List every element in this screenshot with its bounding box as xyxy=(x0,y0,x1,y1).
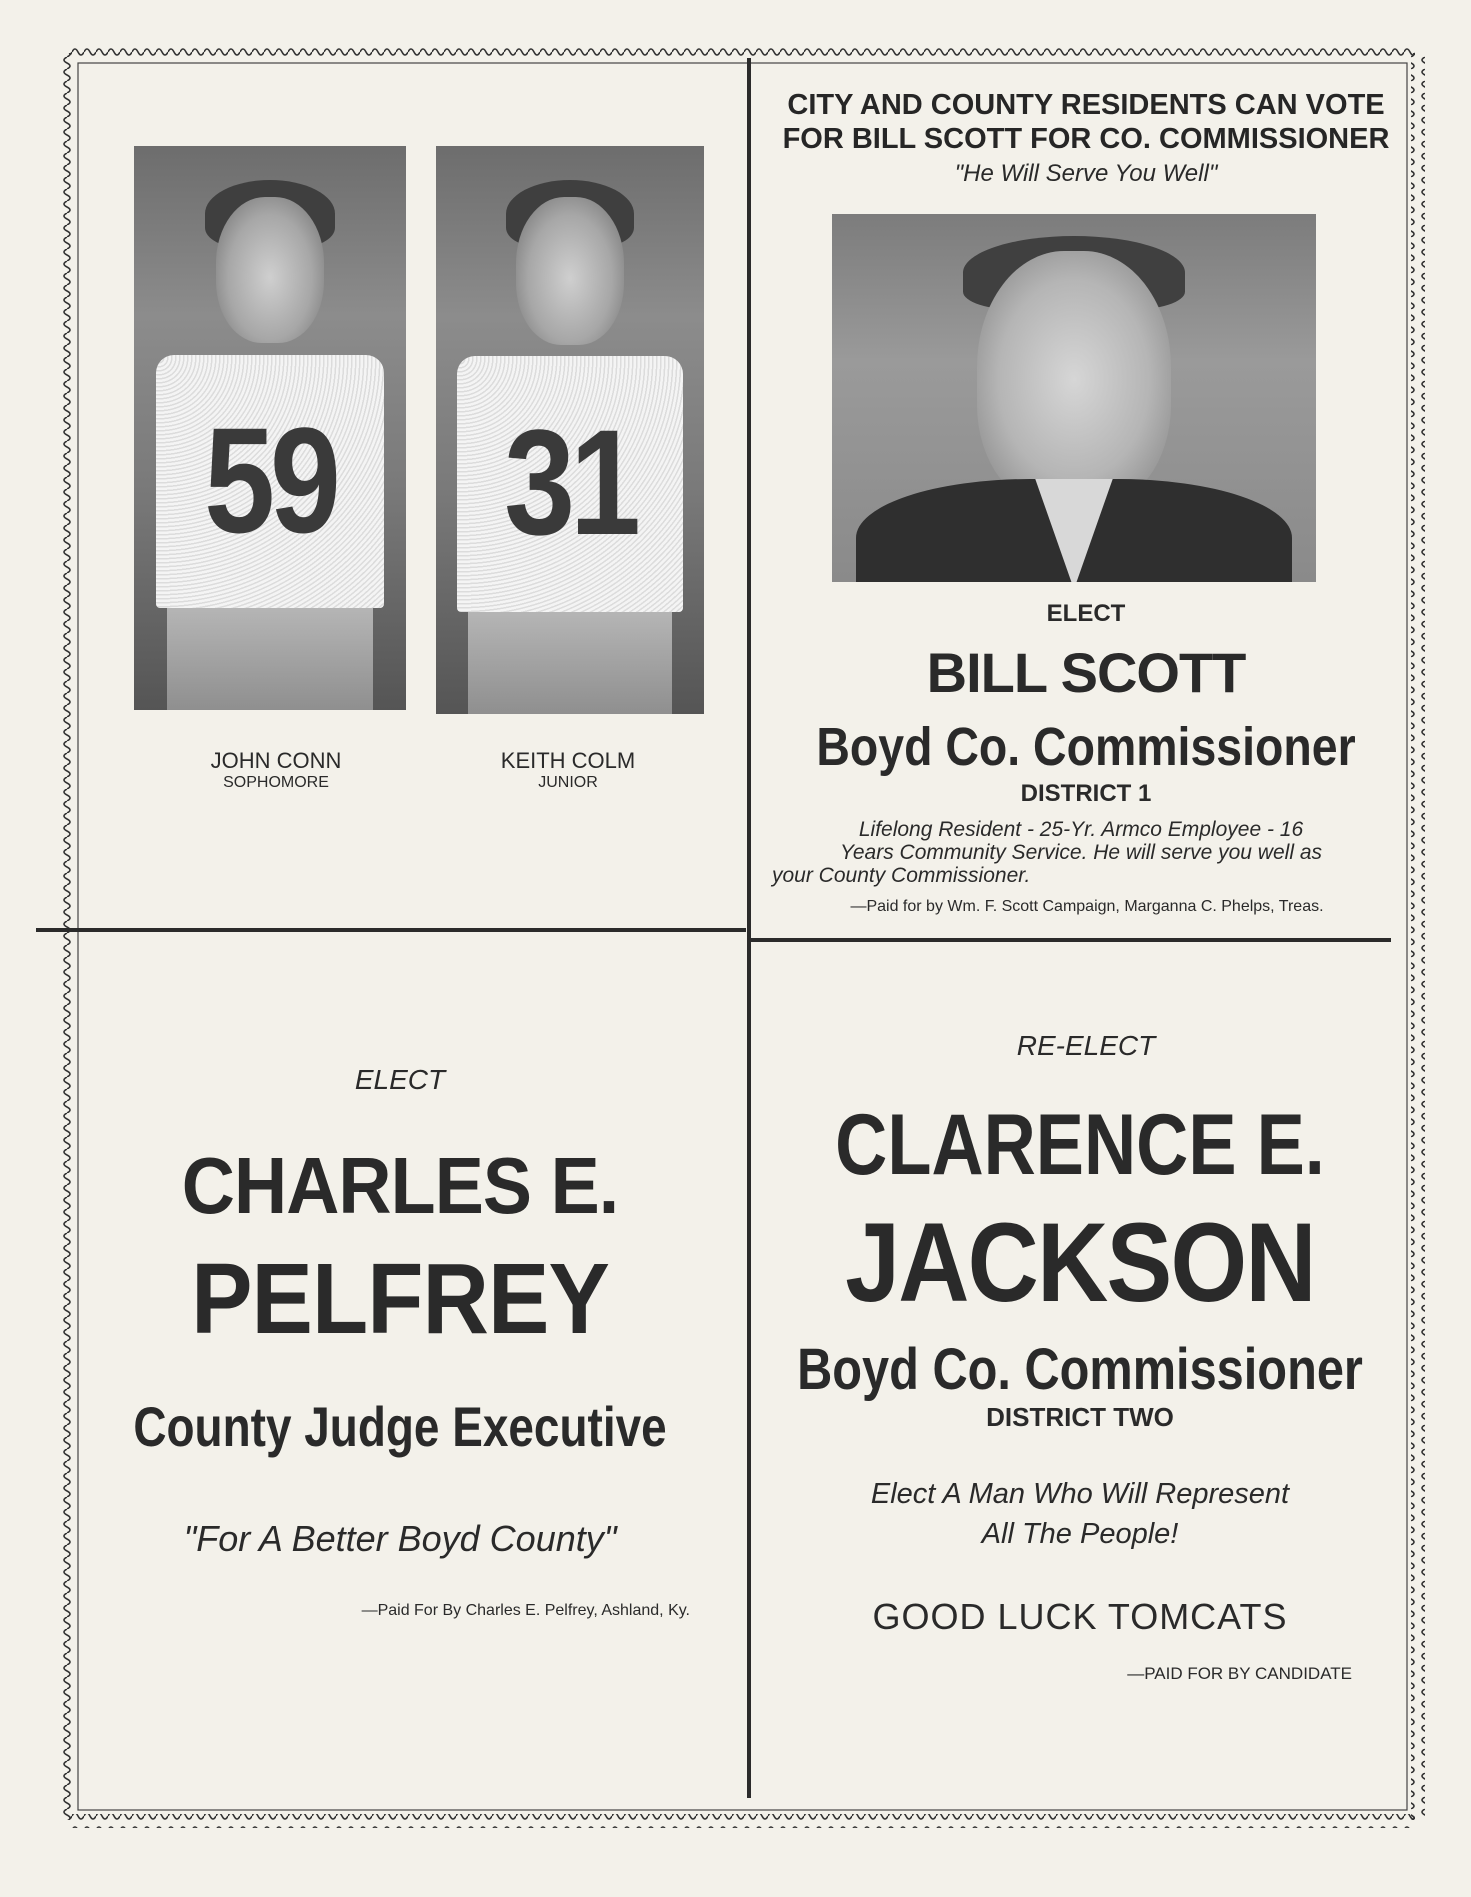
jersey-number-1: 59 xyxy=(204,396,336,565)
scott-header-line-2: FOR BILL SCOTT FOR CO. COMMISSIONER xyxy=(782,123,1390,155)
scott-bio-line-3: your County Commissioner. xyxy=(772,864,1031,887)
player-year-1: SOPHOMORE xyxy=(223,774,329,791)
jackson-name-line-2: JACKSON xyxy=(845,1200,1315,1325)
scott-paid-by: —Paid for by Wm. F. Scott Campaign, Marganna C. Phelps, Treas. xyxy=(850,898,1324,915)
horizontal-divider-left xyxy=(36,928,746,932)
jackson-district: DISTRICT TWO xyxy=(986,1402,1174,1432)
pelfrey-paid-by: —Paid For By Charles E. Pelfrey, Ashland, Ky. xyxy=(361,1602,690,1619)
player-name-1: JOHN CONN xyxy=(210,748,342,773)
jackson-name-line-1: CLARENCE E. xyxy=(835,1097,1325,1193)
jackson-slogan-line-2: All The People! xyxy=(981,1518,1179,1550)
player-photo-2 xyxy=(436,146,704,714)
horizontal-divider-right xyxy=(751,938,1391,942)
scott-header-line-1: CITY AND COUNTY RESIDENTS CAN VOTE xyxy=(787,89,1385,121)
jackson-slogan-line-1: Elect A Man Who Will Represent xyxy=(870,1478,1290,1510)
scott-elect: ELECT xyxy=(1046,600,1126,627)
pelfrey-slogan: "For A Better Boyd County" xyxy=(183,1518,617,1559)
pelfrey-name-line-2: PELFREY xyxy=(191,1243,609,1355)
pelfrey-elect: ELECT xyxy=(354,1064,446,1095)
jackson-reelect: RE-ELECT xyxy=(1016,1030,1156,1061)
scott-bio-line-1: Lifelong Resident - 25-Yr. Armco Employee - 16 xyxy=(858,818,1304,841)
pelfrey-office: County Judge Executive xyxy=(133,1395,667,1458)
scott-office: Boyd Co. Commissioner xyxy=(816,717,1356,777)
scott-portrait xyxy=(832,214,1316,582)
jackson-office: Boyd Co. Commissioner xyxy=(797,1337,1363,1402)
jersey-number-2: 31 xyxy=(504,397,636,566)
player-name-2: KEITH COLM xyxy=(500,748,636,773)
pelfrey-name-line-1: CHARLES E. xyxy=(181,1141,619,1230)
player-year-2: JUNIOR xyxy=(538,774,598,791)
scott-slogan: "He Will Serve You Well" xyxy=(954,160,1218,187)
scott-bio-line-2: Years Community Service. He will serve you well as xyxy=(840,841,1322,864)
jackson-paid-by: —PAID FOR BY CANDIDATE xyxy=(1127,1664,1352,1683)
player-photo-1 xyxy=(134,146,406,710)
scott-name: BILL SCOTT xyxy=(926,641,1246,704)
scott-district: DISTRICT 1 xyxy=(1020,780,1152,807)
jackson-good-luck: GOOD LUCK TOMCATS xyxy=(872,1596,1288,1637)
